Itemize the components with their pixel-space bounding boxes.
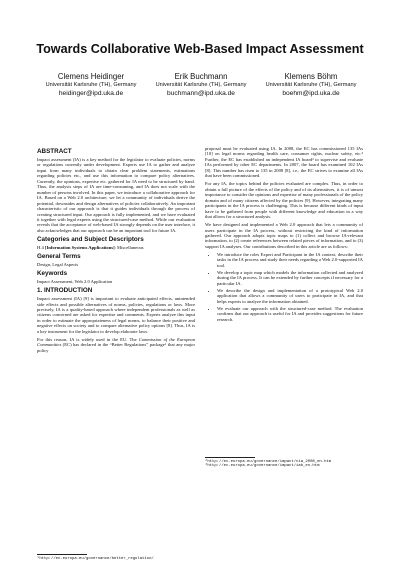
terms-heading: General Terms [37, 252, 81, 260]
terms-text: Design, Legal Aspects [37, 261, 79, 267]
categories-text [37, 245, 195, 250]
right-footnotes [205, 455, 363, 469]
keywords-text: Impact Assessment, Web 2.0 Application [37, 279, 113, 285]
author-3 [256, 72, 366, 98]
intro-text-c: that any major policy [37, 342, 195, 353]
author-2 [146, 72, 256, 98]
author-affiliation: Universität Karlsruhe (TH), Germany [155, 82, 247, 88]
introduction-paragraph-1: Impact assessment (IA) [9] is important to evaluate anticipated effects, unintended side effects and possible alternatives of norms, policies, regulations or laws. More precisely, IA is a quality-based approach where independent professionals as well as citizens concerned are asked for expertise and comments. Experts analyze this input in order to estimate the appropriateness of legal norms, to balance their positive and negative effects on society and to compare alternative policy options [8]. Thus, IA is a key instrument for the legislator to develop elaborate laws. [37, 296, 195, 334]
left-footnotes [37, 552, 195, 561]
category-name: [Information Systems Applications] [44, 244, 115, 250]
author-email: boehm@ipd.uka.de [282, 89, 340, 97]
author-block [36, 72, 366, 98]
author-1 [36, 72, 146, 98]
intro-text-b: (EC) has declared in the “Better Regulations” package [61, 342, 165, 348]
right-column [205, 146, 363, 325]
footnote-3: ³http://ec.europa.eu/governance/impact/iab_en.htm [205, 464, 320, 469]
body-paragraph-2: For any IA, the topics behind the policies evaluated are complex. Thus, in order to obtain a full picture of the effects of the policy and of its alternatives, it is of utmost importance to consider the opinions and expertise of many professionals of the policy domain and of many citizens affected by the policies [9]. However, integrating many participants in the IA process is challenging. This is because different kinds of input have to be gathered from people with different knowledge and education in a way that allows for a structured analysis. [205, 181, 363, 220]
author-affiliation: Universität Karlsruhe (TH), Germany [265, 82, 357, 88]
abstract-heading: ABSTRACT [37, 148, 72, 155]
author-email: buchmann@ipd.uka.de [167, 89, 235, 97]
author-name: Clemens Heidinger [57, 72, 125, 81]
list-item: • We evaluate our approach with the structured-case method. The evaluation confirms that our approach is useful for IA and provides suggestions for future research. [217, 306, 363, 322]
author-name: Erik Buchmann [174, 72, 228, 81]
body-paragraph-1: proposal must be evaluated using IA. In 2008, the EC has commissioned 135 IAs [10] on legal norms regarding health care, consumer rights, nuclear safety, etc.² Further, the EC has established an independent IA board³ to supervise and evaluate IAs performed by other EC departments. In 2007, the board has examined 102 IAs [8]. This number has risen to 135 in 2008 [8], i.e., the EC strives to examine all IAs that have been commissioned. [205, 146, 363, 179]
list-item: • We develop a topic map which models the information collected and analyzed during the IA process. It can be extended by further concepts if necessary for a particular IA. [217, 270, 363, 286]
list-item: • We describe the design and implementation of a prototypical Web 2.0 application that allows a community of users to participate in IA, and that helps experts to analyze the information obtained. [217, 288, 363, 304]
category-code: H.4 [37, 244, 44, 250]
list-item: • We introduce the roles Expert and Participant in the IA context, describe their tasks in the IA process and study their needs regarding a Web 2.0-supported IA tool. [217, 252, 363, 268]
paper-title: Towards Collaborative Web-Based Impact Assessment [36, 42, 364, 56]
footnote-1: ¹http://ec.europa.eu/governance/better_regulation/ [37, 556, 154, 561]
author-affiliation: Universität Karlsruhe (TH), Germany [45, 82, 137, 88]
intro-emphasis: Commission of the European Communities [37, 336, 196, 348]
intro-text-a: For this reason, IA is widely used in the EU. The [37, 336, 139, 342]
categories-heading: Categories and Subject Descriptors [37, 235, 144, 243]
left-column [37, 146, 195, 356]
footnote-marker: 1 [164, 342, 167, 347]
keywords-heading: Keywords [37, 270, 68, 278]
abstract-text: Impact assessment (IA) is a key method for the legislator to evaluate policies, norms or regulations currently under development. Experts use IA to gather and analyze input from many individuals to obtain clear problem statements, estimations regarding policies etc., and use this information to compare policy alternatives. Currently, the opinions, expertise etc. gathered for IA need to be structured by hand. Thus, the analysis steps of IA are time-consuming, and IA does not scale with the number of persons involved. In this paper, we introduce a collaborative approach for IA. Based on a Web 2.0 architecture, we let a community of individuals derive the potential, downsides and design alternatives of policies collaboratively. An important characteristic of our approach is that it guides individuals through the process of creating structured input. Our approach is fully implemented, and we have evaluated it together with legal experts using the structured-case method. While our evaluation reveals that the acceptance of web-based IA strongly depends on the user interface, it also acknowledges that our approach can be an important tool for future IA. [37, 157, 195, 233]
introduction-heading: 1. INTRODUCTION [37, 287, 93, 295]
footnote-2: ²http://ec.europa.eu/governance/impact/cia_2008_en.htm [205, 459, 332, 464]
footnote-rule [205, 457, 255, 458]
author-name: Klemens Böhm [284, 72, 338, 81]
contributions-list [205, 252, 363, 322]
category-rest: : Miscellaneous [114, 244, 144, 250]
author-email: heidinger@ipd.uka.de [58, 89, 124, 97]
introduction-paragraph-2 [37, 337, 195, 353]
body-paragraph-3: We have designed and implemented a Web 2.0 approach that lets a community of users participate in the IA process, without restricting the kind of information gathered. Our approach adopts topic maps to (1) collect and browse IA-relevant information, to (2) create references between related pieces of information, and to (3) support IA analyses. Our contributions described in this article are as follows: [205, 222, 363, 249]
footnote-rule [37, 554, 87, 555]
